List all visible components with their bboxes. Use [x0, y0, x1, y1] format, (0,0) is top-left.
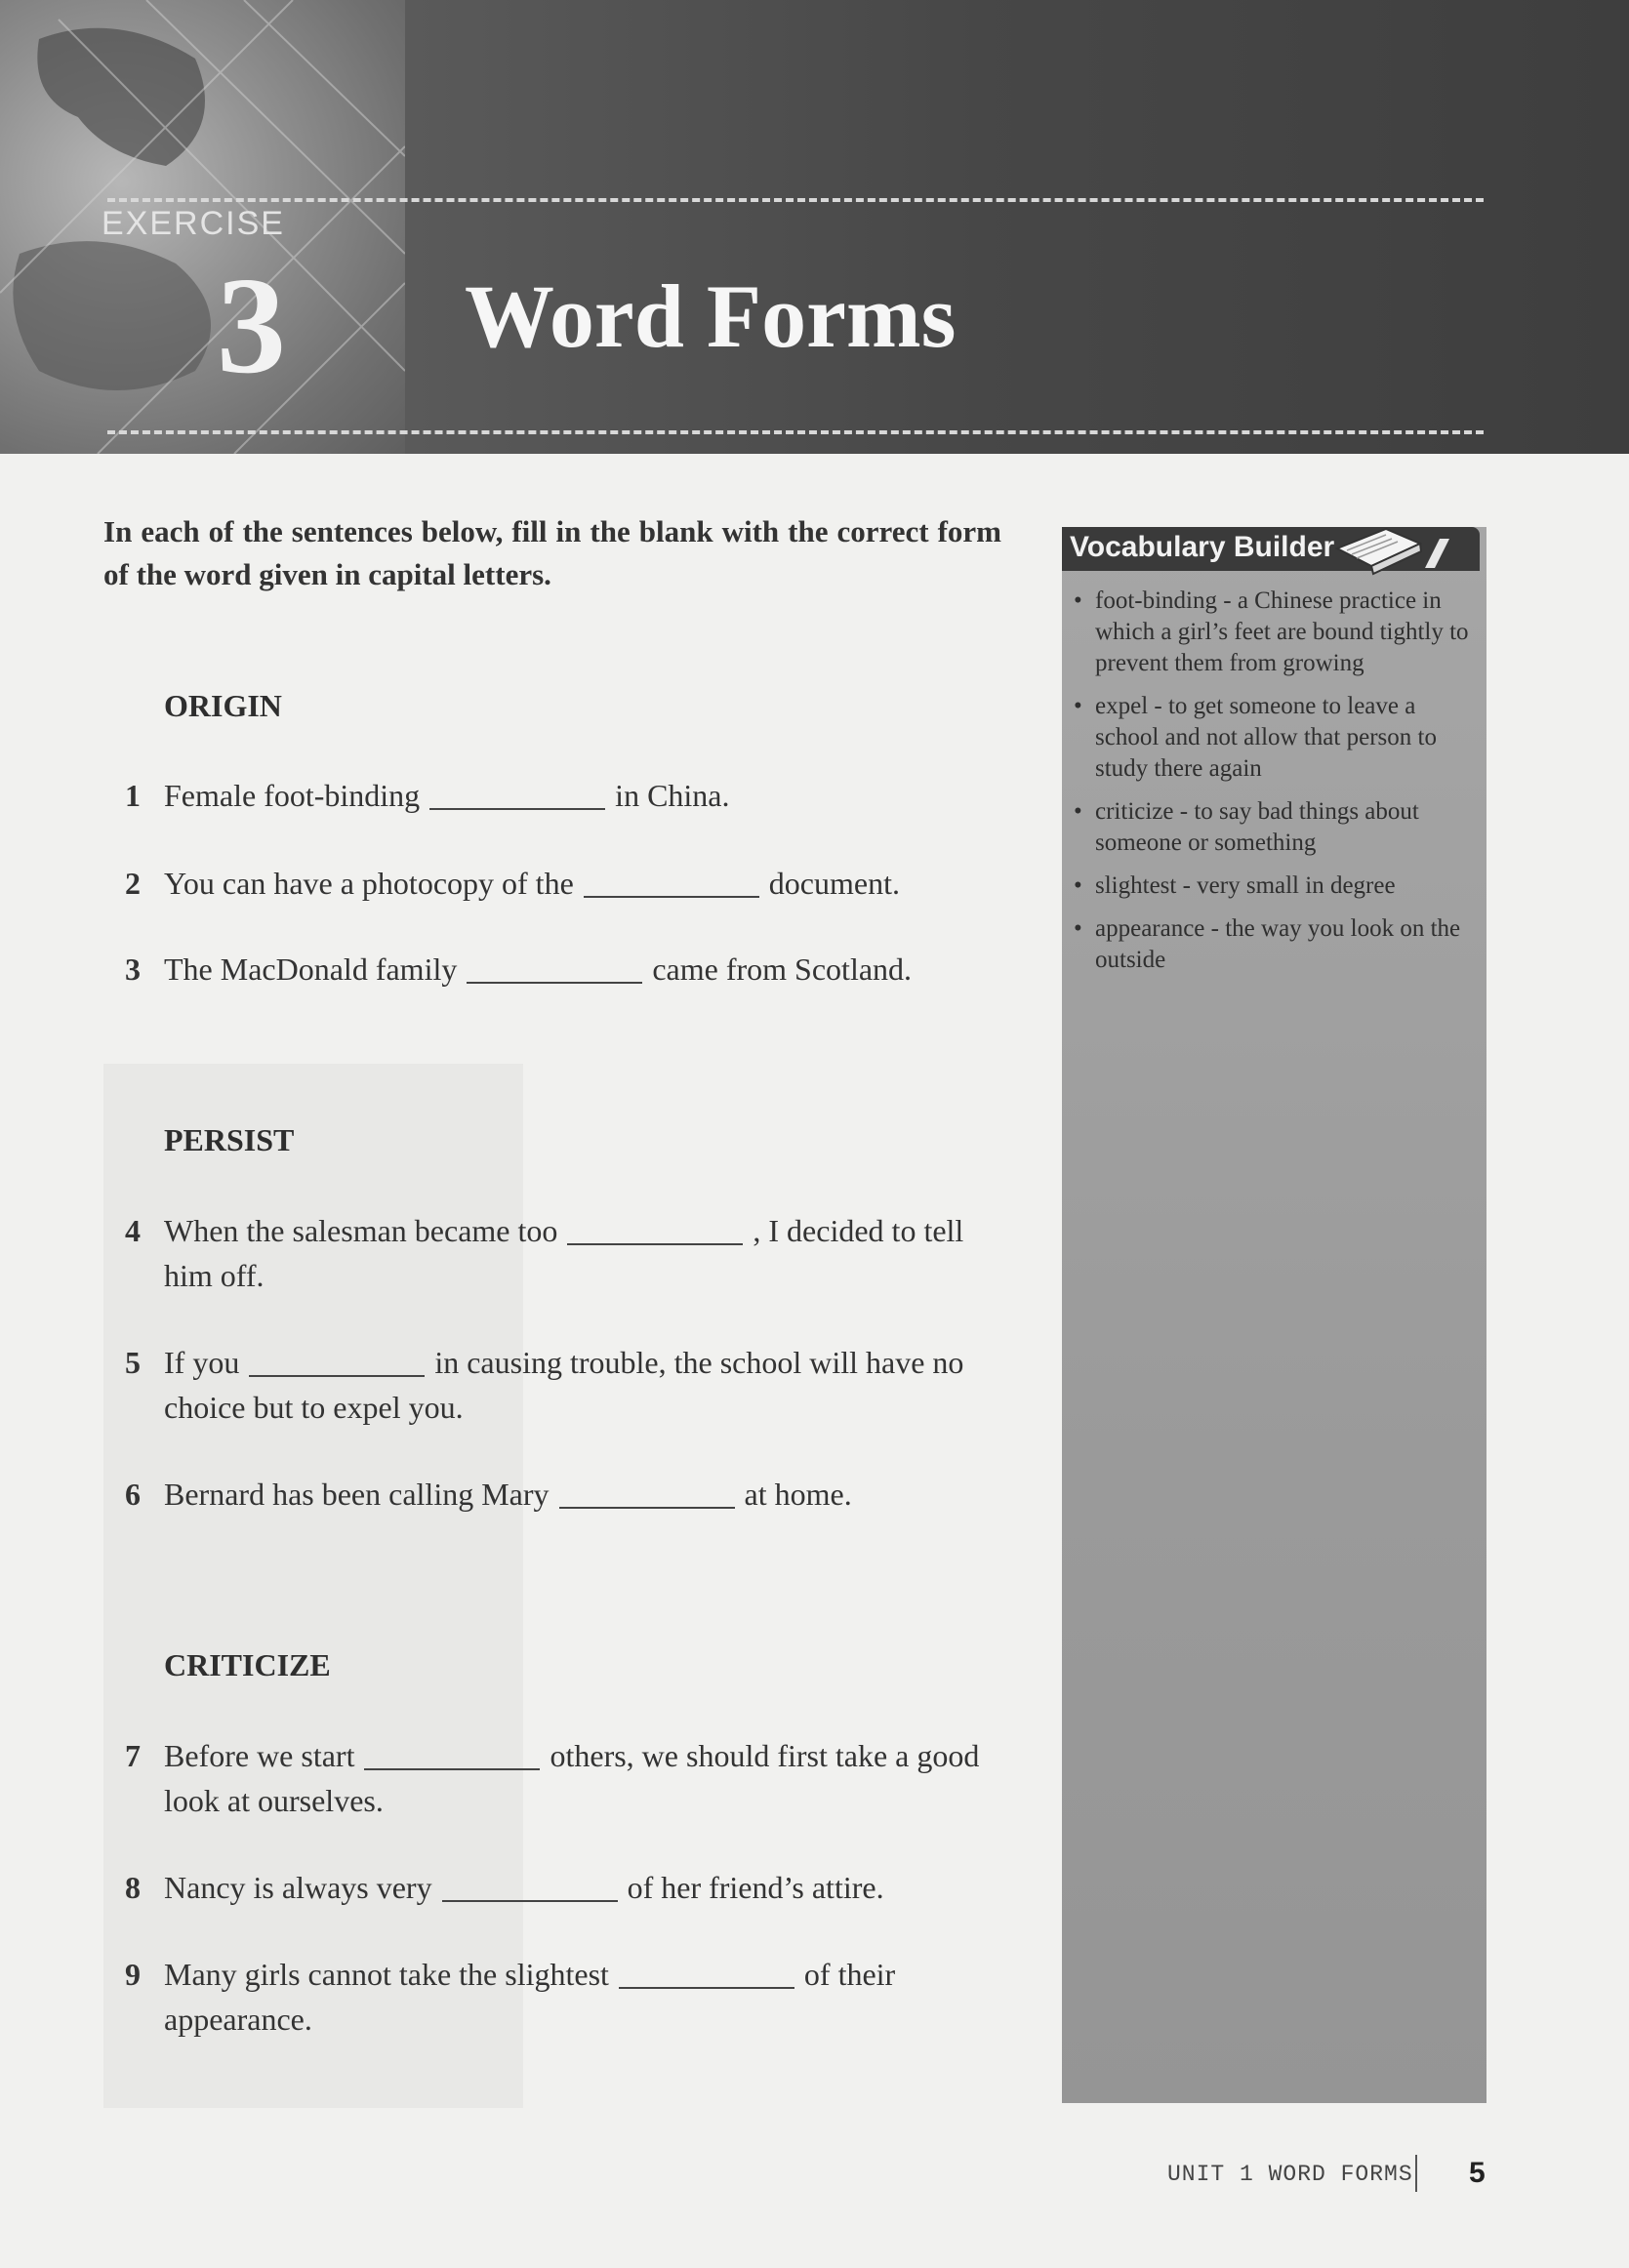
question-number: 1 [125, 778, 141, 813]
answer-blank-4[interactable] [567, 1214, 743, 1245]
answer-blank-7[interactable] [364, 1739, 540, 1770]
answer-blank-5[interactable] [249, 1346, 425, 1377]
question-text-before: If you [164, 1345, 240, 1380]
question-text-after: of her friend’s attire. [627, 1870, 884, 1905]
question-2 [125, 861, 1003, 906]
question-number: 9 [125, 1957, 141, 1992]
exercise-label: EXERCISE [102, 205, 285, 242]
question-text-before: Bernard has been calling Mary [164, 1477, 550, 1512]
question-text-before: Nancy is always very [164, 1870, 432, 1905]
question-6 [125, 1472, 1003, 1517]
question-number: 4 [125, 1213, 141, 1248]
answer-blank-9[interactable] [619, 1958, 794, 1989]
question-text-after: at home. [744, 1477, 852, 1512]
question-number: 6 [125, 1477, 141, 1512]
footer-divider [1415, 2155, 1417, 2192]
question-number: 3 [125, 952, 141, 987]
footer-unit-label: UNIT 1 WORD FORMS [1167, 2162, 1413, 2187]
question-7 [125, 1733, 1003, 1823]
answer-blank-2[interactable] [584, 867, 759, 898]
question-text-after: came from Scotland. [652, 952, 913, 987]
answer-blank-3[interactable] [467, 952, 642, 984]
vocabulary-builder-title: Vocabulary Builder [1070, 531, 1335, 563]
vocabulary-item: • foot-binding - a Chinese practice in which a girl’s feet are bound tightly to prevent them from growing [1074, 587, 1469, 676]
question-text-before: You can have a photocopy of the [164, 866, 574, 901]
question-text-before: Before we start [164, 1738, 355, 1773]
vocabulary-list [1072, 586, 1472, 988]
question-5 [125, 1340, 1003, 1430]
page-title: Word Forms [465, 266, 957, 366]
exercise-number: 3 [217, 248, 286, 402]
section-word-persist: PERSIST [164, 1122, 295, 1157]
vocabulary-item: • appearance - the way you look on the outside [1074, 915, 1461, 973]
dashed-divider-bottom [107, 430, 1484, 434]
question-text-after: document. [768, 866, 900, 901]
page-number: 5 [1469, 2157, 1486, 2189]
question-text-after: in China. [615, 778, 730, 813]
question-8 [125, 1865, 1003, 1910]
question-text-after: , I decided to tell him off. [164, 1213, 964, 1293]
question-text-before: When the salesman became too [164, 1213, 558, 1248]
question-text-after: in causing trouble, the school will have no choice but to expel you. [164, 1345, 964, 1425]
question-number: 2 [125, 866, 141, 901]
question-text-after: others, we should first take a good look at ourselves. [164, 1738, 980, 1818]
question-9 [125, 1952, 1003, 2042]
section-word-criticize: CRITICIZE [164, 1647, 331, 1682]
question-text-after: of their appearance. [164, 1957, 896, 2037]
question-number: 7 [125, 1738, 141, 1773]
question-text-before: Many girls cannot take the slightest [164, 1957, 609, 1992]
vocabulary-item: • slightest - very small in degree [1074, 872, 1396, 899]
question-3 [125, 947, 1003, 992]
dashed-divider-top [107, 198, 1484, 202]
section-word-origin: ORIGIN [164, 688, 282, 723]
question-number: 5 [125, 1345, 141, 1380]
book-icon [1327, 509, 1484, 583]
question-4 [125, 1208, 1003, 1298]
question-text-before: The MacDonald family [164, 952, 458, 987]
answer-blank-6[interactable] [559, 1478, 735, 1509]
exercise-header [0, 0, 1629, 454]
answer-blank-1[interactable] [429, 779, 605, 810]
instructions: In each of the sentences below, fill in the blank with the correct form of the word given in capital letters. [103, 514, 1001, 591]
question-1 [125, 773, 1003, 818]
vocabulary-item: • criticize - to say bad things about someone or something [1074, 798, 1419, 856]
answer-blank-8[interactable] [442, 1871, 618, 1902]
vocabulary-item: • expel - to get someone to leave a school and not allow that person to study there again [1074, 693, 1437, 782]
question-text-before: Female foot-binding [164, 778, 421, 813]
question-number: 8 [125, 1870, 141, 1905]
